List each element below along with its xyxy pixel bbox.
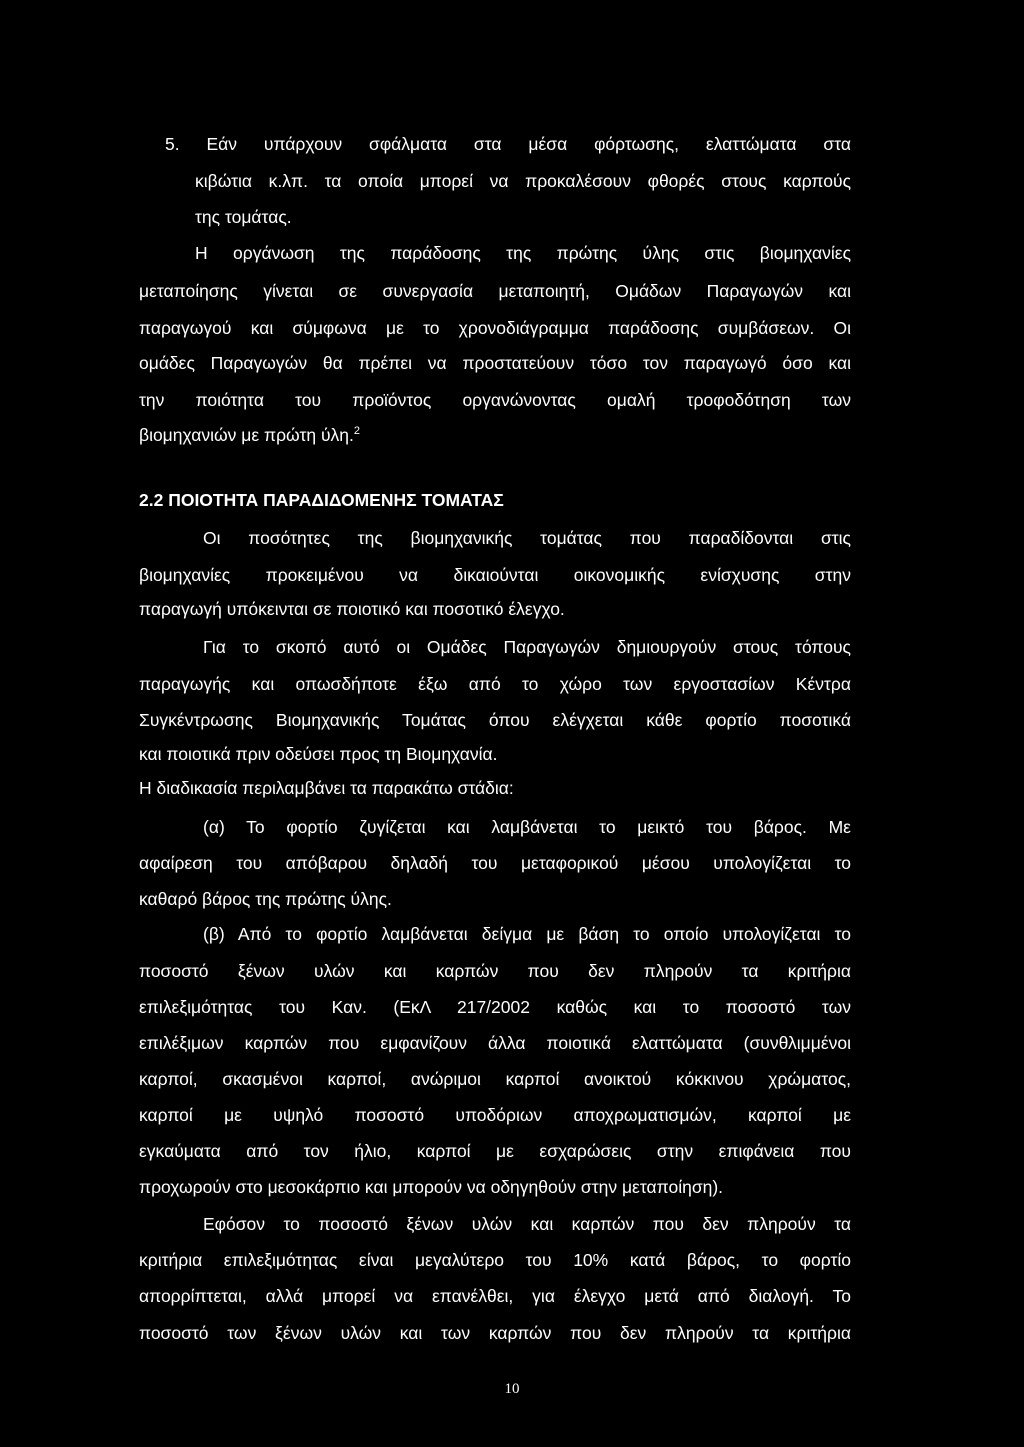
paragraph-line: παραγωγή υπόκεινται σε ποιοτικό και ποσοτικό έλεγχο.	[139, 599, 565, 619]
step-b-line: (β) Από το φορτίο λαμβάνεται δείγμα με βάση το οποίο υπολογίζεται το	[203, 924, 851, 944]
list-item-5-line: της τομάτας.	[195, 207, 292, 227]
step-b-line: επιλέξιμων καρπών που εμφανίζουν άλλα ποιοτικά ελαττώματα (συνθλιμμένοι	[139, 1033, 851, 1053]
paragraph-line: βιομηχανίες προκειμένου να δικαιούνται οικονομικής ενίσχυσης στην	[139, 565, 851, 585]
paragraph-line: κριτήρια επιλεξιμότητας είναι μεγαλύτερο του 10% κατά βάρος, το φορτίο	[139, 1250, 851, 1270]
paragraph-line: ομάδες Παραγωγών θα πρέπει να προστατεύουν τόσο τον παραγωγό όσο και	[139, 353, 851, 373]
paragraph-line: Εφόσον το ποσοστό ξένων υλών και καρπών που δεν πληρούν τα	[203, 1214, 851, 1234]
paragraph-line: Η οργάνωση της παράδοσης της πρώτης ύλης στις βιομηχανίες	[195, 243, 851, 263]
step-b-line: ποσοστό ξένων υλών και καρπών που δεν πληρούν τα κριτήρια	[139, 961, 851, 981]
paragraph-line: Συγκέντρωσης Βιομηχανικής Τομάτας όπου ελέγχεται κάθε φορτίο ποσοτικά	[139, 710, 851, 730]
paragraph-line: παραγωγού και σύμφωνα με το χρονοδιάγραμμα παράδοσης συμβάσεων. Οι	[139, 318, 851, 338]
paragraph-line: μεταποίησης γίνεται σε συνεργασία μεταποιητή, Ομάδων Παραγωγών και	[139, 281, 851, 301]
paragraph-line: και ποιοτικά πριν οδεύσει προς τη Βιομηχανία.	[139, 744, 498, 764]
section-heading: 2.2 ΠΟΙΟΤΗΤΑ ΠΑΡΑΔΙΔΟΜΕΝΗΣ ΤΟΜΑΤΑΣ	[139, 490, 504, 510]
paragraph-line: Οι ποσότητες της βιομηχανικής τομάτας που παραδίδονται στις	[203, 528, 851, 548]
step-b-line: επιλεξιμότητας του Καν. (ΕκΛ 217/2002 καθώς και το ποσοστό των	[139, 997, 851, 1017]
step-b-line: καρποί, σκασμένοι καρποί, ανώριμοι καρποί ανοικτού κόκκινου χρώματος,	[139, 1069, 851, 1089]
paragraph-line: Για το σκοπό αυτό οι Ομάδες Παραγωγών δημιουργούν στους τόπους	[203, 637, 851, 657]
paragraph-line: την ποιότητα του προϊόντος οργανώνοντας ομαλή τροφοδότηση των	[139, 390, 851, 410]
paragraph-line: παραγωγής και οπωσδήποτε έξω από το χώρο των εργοστασίων Κέντρα	[139, 674, 851, 694]
paragraph-line	[139, 424, 851, 446]
step-b-line: εγκαύματα από τον ήλιο, καρποί με εσχαρώσεις στην επιφάνεια που	[139, 1141, 851, 1161]
paragraph-text: βιομηχανιών με πρώτη ύλη.	[139, 425, 354, 445]
step-b-line: καρποί με υψηλό ποσοστό υποδόριων αποχρωματισμών, καρποί με	[139, 1105, 851, 1125]
step-b-line: προχωρούν στο μεσοκάρπιο και μπορούν να οδηγηθούν στην μεταποίηση).	[139, 1177, 724, 1197]
paragraph-line: ποσοστό των ξένων υλών και των καρπών που δεν πληρούν τα κριτήρια	[139, 1323, 851, 1343]
list-item-5-line: 5. Εάν υπάρχουν σφάλματα στα μέσα φόρτωσης, ελαττώματα στα	[165, 134, 851, 154]
page-number: 10	[504, 1381, 520, 1397]
paragraph-line: Η διαδικασία περιλαμβάνει τα παρακάτω στάδια:	[139, 778, 514, 798]
paragraph-line: απορρίπτεται, αλλά μπορεί να επανέλθει, για έλεγχο μετά από διαλογή. Το	[139, 1286, 851, 1306]
step-a-line: καθαρό βάρος της πρώτης ύλης.	[139, 889, 392, 909]
step-a-line: (α) Το φορτίο ζυγίζεται και λαμβάνεται το μεικτό του βάρος. Με	[203, 817, 851, 837]
step-a-line: αφαίρεση του απόβαρου δηλαδή του μεταφορικού μέσου υπολογίζεται το	[139, 853, 851, 873]
list-item-5-line: κιβώτια κ.λπ. τα οποία μπορεί να προκαλέσουν φθορές στους καρπούς	[195, 171, 851, 191]
footnote-marker: 2	[353, 425, 360, 438]
